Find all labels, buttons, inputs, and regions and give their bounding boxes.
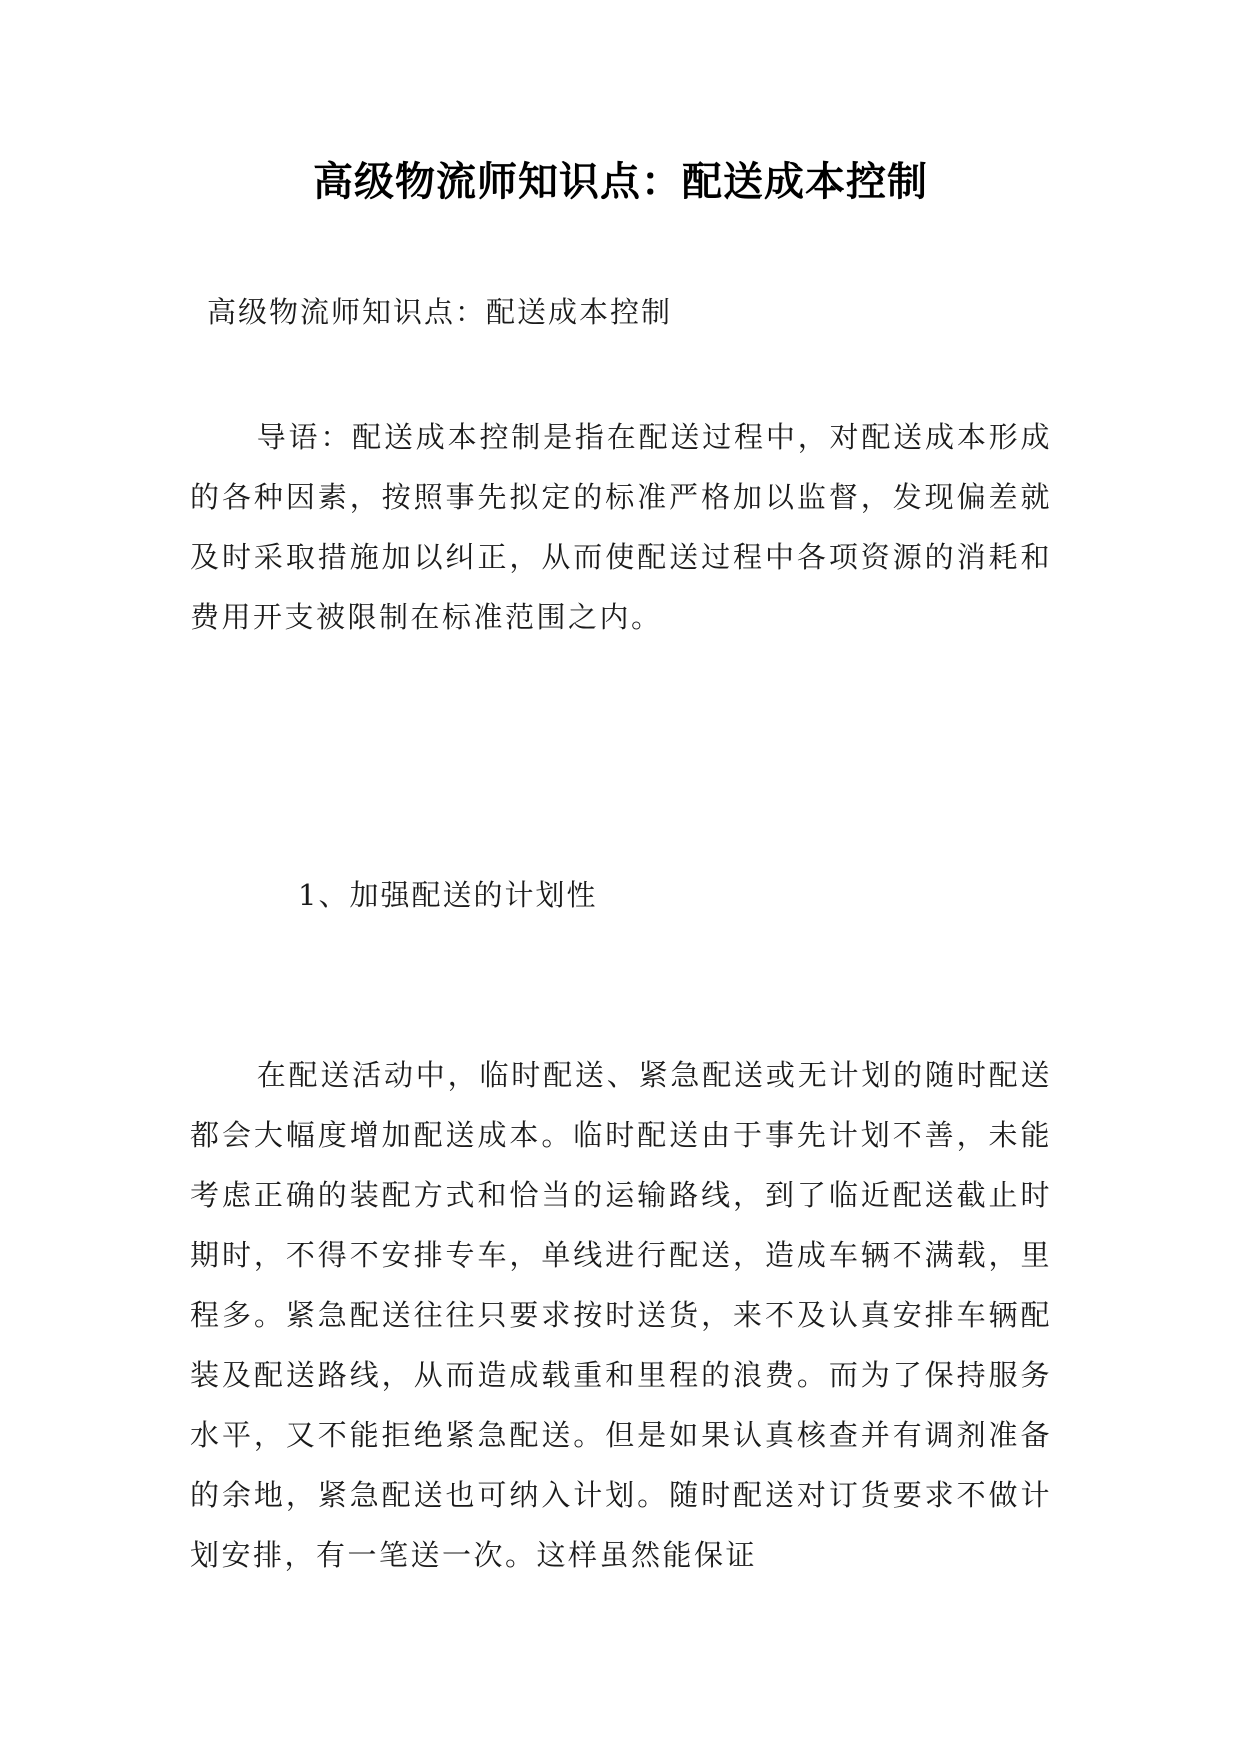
intro-paragraph: 导语：配送成本控制是指在配送过程中，对配送成本形成的各种因素，按照事先拟定的标准严格加以监督，发现偏差就及时采取措施加以纠正，从而使配送过程中各项资源的消耗和费用开支被限制在标准范围之内。 bbox=[190, 420, 1052, 634]
document-title: 高级物流师知识点：配送成本控制 bbox=[313, 158, 928, 205]
section-heading: 1、加强配送的计划性 bbox=[298, 878, 598, 912]
section-body-paragraph: 在配送活动中，临时配送、紧急配送或无计划的随时配送都会大幅度增加配送成本。临时配送由于事先计划不善，未能考虑正确的装配方式和恰当的运输路线，到了临近配送截止时期时，不得不安排专车，单线进行配送，造成车辆不满载，里程多。紧急配送往往只要求按时送货，来不及认真安排车辆配装及配送路线，从而造成载重和里程的浪费。而为了保持服务水平，又不能拒绝紧急配送。但是如果认真核查并有调剂准备的余地，紧急配送也可纳入计划。随时配送对订货要求不做计划安排，有一笔送一次。这样虽然能保证 bbox=[190, 1058, 1052, 1572]
document-subtitle: 高级物流师知识点：配送成本控制 bbox=[207, 295, 673, 329]
